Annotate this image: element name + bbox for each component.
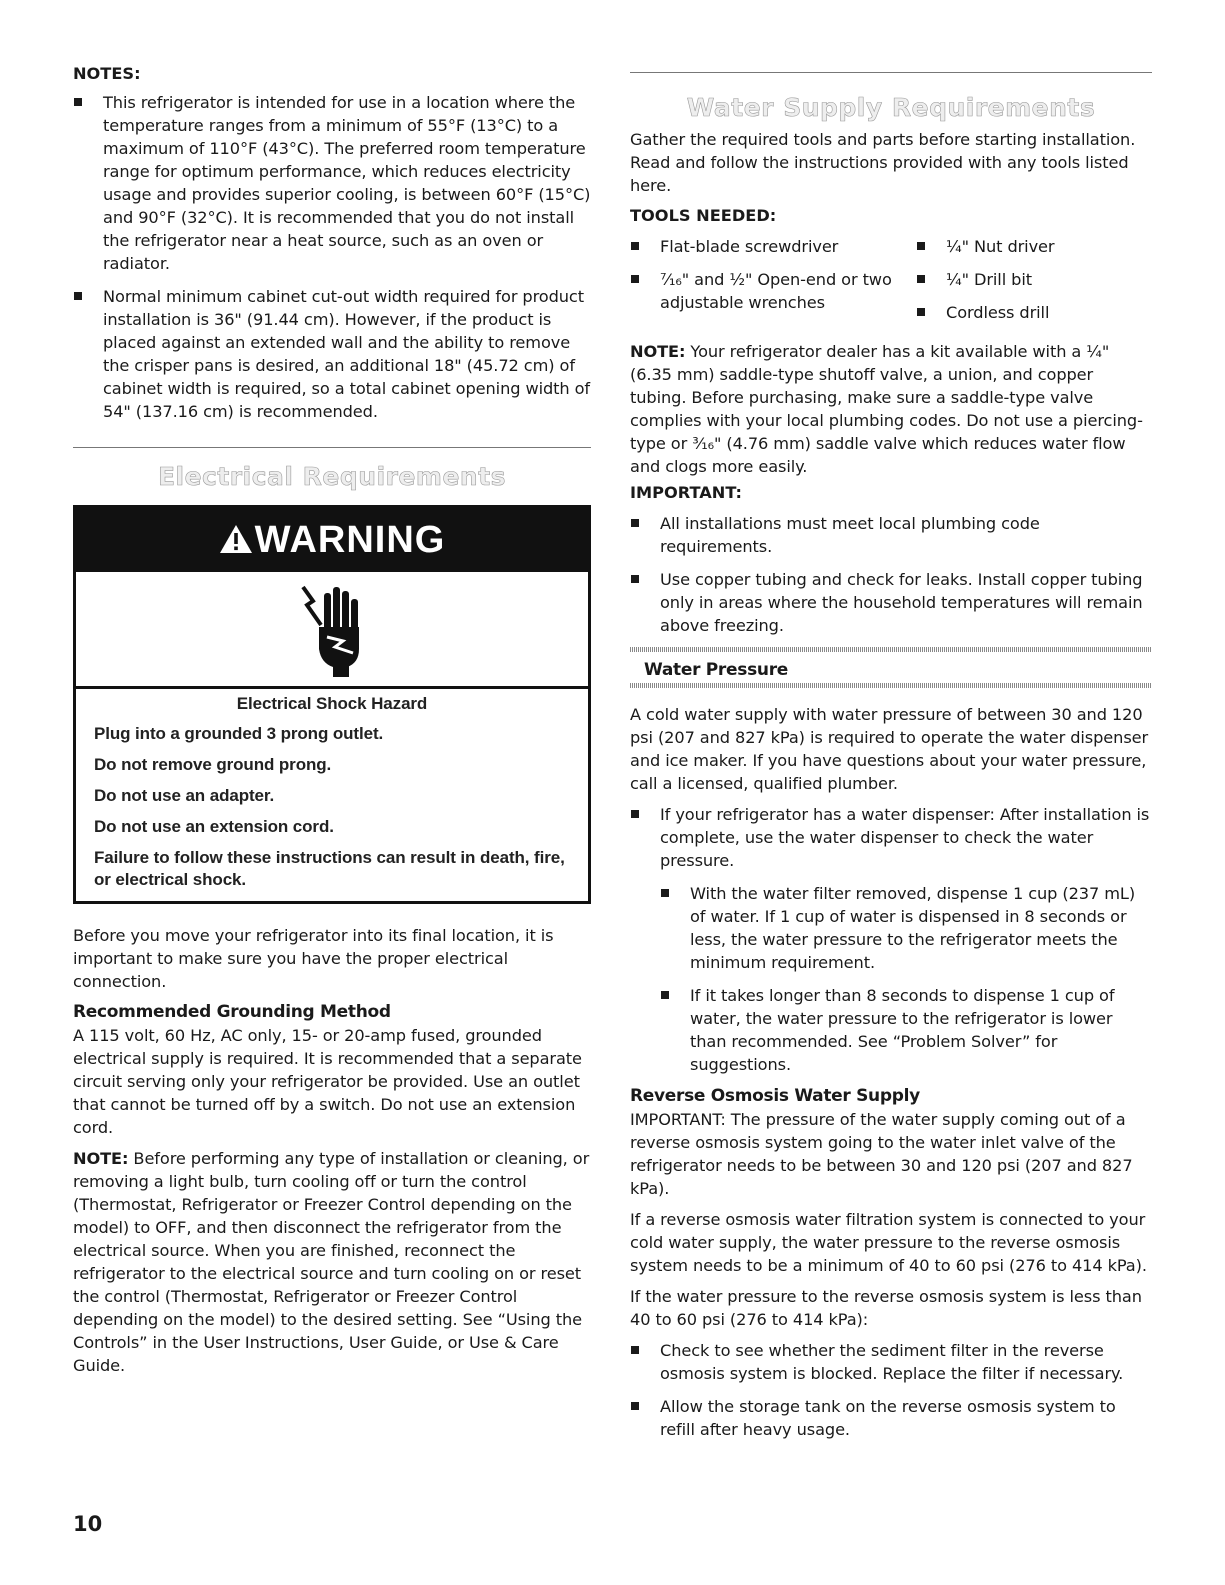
water-pressure-heading: Water Pressure — [644, 660, 789, 680]
note-text: Your refrigerator dealer has a kit available with a ¼" (6.35 mm) saddle-type shutoff valve, a union, and copper tubing. Before purchasing, make sure a saddle-type valve complies with your local plumbing codes. Do not use a piercing-type or ³⁄₁₆" (4.76 mm) saddle valve which reduces water flow and clogs more easily. — [630, 342, 1143, 476]
pressure-subitem: With the water filter removed, dispense 1 cup (237 mL) of water. If 1 cup of water is dispensed in 8 seconds or less, the water pressure to the refrigerator meets the minimum requirement. — [660, 882, 1152, 974]
right-column — [630, 62, 1152, 1451]
reverse-osmosis-heading: Reverse Osmosis Water Supply — [630, 1086, 920, 1106]
important-item: Use copper tubing and check for leaks. Install copper tubing only in areas where the household temperatures will remain above freezing. — [630, 568, 1152, 637]
ro-important — [630, 1108, 1152, 1200]
note-text: Before performing any type of installation or cleaning, or removing a light bulb, turn cooling off or turn the control (Thermostat, Refrigerator or Freezer Control depending on the model) to OFF, and then disconnect the refrigerator from the electrical source. When you are finished, reconnect the refrigerator to the electrical source and turn cooling on or reset the control (Thermostat, Refrigerator or Freezer Control depending on the model) to the desired setting. See “Using the Controls” in the User Instructions, User Guide, or Use & Care Guide. — [73, 1149, 590, 1375]
tool-item: ⁷⁄₁₆" and ½" Open-end or two adjustable wrenches — [630, 268, 916, 314]
tools-list — [630, 235, 1152, 334]
tools-label: TOOLS NEEDED: — [630, 206, 777, 225]
tool-item: ¼" Drill bit — [916, 268, 1152, 291]
warning-line: Do not use an adapter. — [94, 786, 275, 805]
ro-important-label: IMPORTANT: — [630, 1110, 726, 1129]
pressure-item-text: If your refrigerator has a water dispenser: After installation is complete, use the water dispenser to check the water pressure. — [660, 805, 1150, 870]
warning-box — [73, 505, 591, 904]
ro-list — [630, 1339, 1152, 1441]
gather-text: Gather the required tools and parts before starting installation. Read and follow the instructions provided with any tools listed here. — [630, 130, 1136, 195]
section-divider — [73, 447, 591, 448]
pressure-sublist — [660, 882, 1152, 1076]
note-item: Normal minimum cabinet cut-out width required for product installation is 36" (91.44 cm). However, if the product is placed against an extended wall and the ability to remove the crisper pans is desired, an additional 18" (45.72 cm) of cabinet width is required, so a total cabinet opening width of 54" (137.16 cm) is recommended. — [73, 285, 591, 423]
warning-icon-area — [76, 572, 588, 689]
ro-text: If the water pressure to the reverse osmosis system is less than 40 to 60 psi (276 to 414 kPa): — [630, 1287, 1142, 1329]
tool-item: ¼" Nut driver — [916, 235, 1152, 258]
note-item: This refrigerator is intended for use in a location where the temperature ranges from a minimum of 55°F (13°C) to a maximum of 110°F (43°C). The preferred room temperature range for optimum performance, which reduces electricity usage and provides superior cooling, is between 60°F (15°C) and 90°F (32°C). It is recommended that you do not install the refrigerator near a heat source, such as an oven or radiator. — [73, 91, 591, 275]
warning-line: Plug into a grounded 3 prong outlet. — [94, 724, 384, 743]
ro-item: Allow the storage tank on the reverse osmosis system to refill after heavy usage. — [630, 1395, 1152, 1441]
tool-item: Cordless drill — [916, 301, 1152, 324]
notes-label: NOTES: — [73, 64, 141, 83]
notes-list — [73, 91, 591, 423]
note-label: NOTE: — [73, 1149, 129, 1168]
page-number: 10 — [73, 1512, 103, 1536]
warning-line: Do not use an extension cord. — [94, 817, 334, 836]
warning-header — [76, 508, 588, 572]
warning-triangle-icon — [219, 524, 253, 554]
tool-item: Flat-blade screwdriver — [630, 235, 916, 258]
electrical-shock-hand-icon — [297, 579, 367, 679]
tools-column-1 — [630, 235, 916, 334]
hazard-title: Electrical Shock Hazard — [236, 694, 428, 713]
electrical-intro: Before you move your refrigerator into its final location, it is important to make sure you have the proper electrical connection. — [73, 926, 554, 991]
pressure-list — [630, 803, 1152, 1076]
ro-important-text: The pressure of the water supply coming out of a reverse osmosis system going to the water inlet valve of the refrigerator needs to be between 30 and 120 psi (207 and 827 kPa). — [630, 1110, 1133, 1198]
grounding-text: A 115 volt, 60 Hz, AC only, 15- or 20-amp fused, grounded electrical supply is required. It is recommended that a separate circuit serving only your refrigerator be provided. Use an outlet that cannot be turned off by a switch. Do not use an extension cord. — [73, 1026, 582, 1137]
left-column — [73, 62, 591, 1377]
grounding-heading: Recommended Grounding Method — [73, 1002, 391, 1022]
note-label: NOTE: — [630, 342, 686, 361]
pressure-item — [630, 803, 1152, 1076]
warning-text — [76, 689, 588, 901]
section-divider — [630, 72, 1152, 73]
electrical-note — [73, 1147, 591, 1377]
important-label: IMPORTANT: — [630, 483, 742, 502]
subsection-divider-bottom — [630, 683, 1152, 688]
pressure-subitem: If it takes longer than 8 seconds to dispense 1 cup of water, the water pressure to the refrigerator is lower than recommended. See “Problem Solver” for suggestions. — [660, 984, 1152, 1076]
important-item: All installations must meet local plumbing code requirements. — [630, 512, 1152, 558]
warning-heading: WARNING — [254, 519, 446, 561]
water-supply-title: Water Supply Requirements — [686, 93, 1096, 122]
subsection-divider-top — [630, 647, 1152, 652]
electrical-requirements-title: Electrical Requirements — [157, 462, 507, 491]
kit-note — [630, 340, 1152, 478]
ro-text: If a reverse osmosis water filtration system is connected to your cold water supply, the water pressure to the reverse osmosis system needs to be a minimum of 40 to 60 psi (276 to 414 kPa). — [630, 1210, 1147, 1275]
warning-line: Do not remove ground prong. — [94, 755, 332, 774]
warning-line: Failure to follow these instructions can result in death, fire, or electrical shock. — [94, 848, 565, 889]
ro-item: Check to see whether the sediment filter in the reverse osmosis system is blocked. Replace the filter if necessary. — [630, 1339, 1152, 1385]
tools-column-2 — [916, 235, 1152, 334]
pressure-text: A cold water supply with water pressure of between 30 and 120 psi (207 and 827 kPa) is required to operate the water dispenser and ice maker. If you have questions about your water pressure, call a licensed, qualified plumber. — [630, 705, 1149, 793]
important-list — [630, 512, 1152, 637]
